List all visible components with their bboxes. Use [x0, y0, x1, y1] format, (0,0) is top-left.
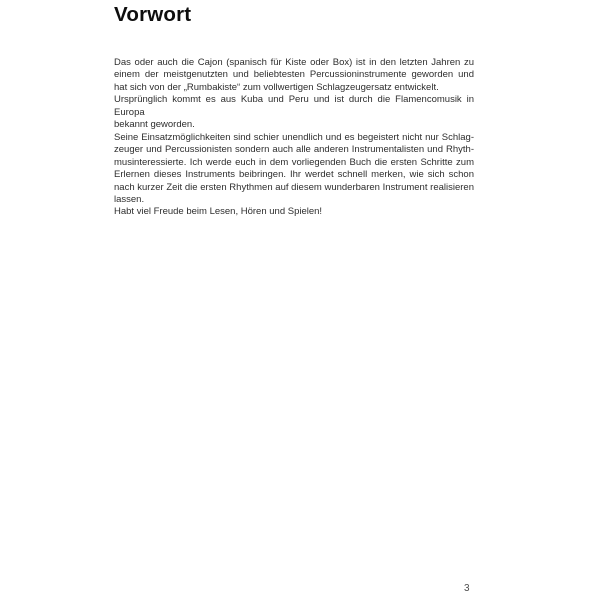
- text-line: Habt viel Freude beim Lesen, Hören und Spielen!: [114, 206, 323, 218]
- text-line: bekannt geworden.: [114, 119, 195, 131]
- text-line: musinteressierte. Ich werde euch in dem vorliegenden Buch die ersten Schritte zum: [114, 156, 474, 168]
- page-title: Vorwort: [114, 3, 192, 26]
- text-line: Ursprünglich kommt es aus Kuba und Peru und ist durch die Flamencomusik in Europa: [114, 94, 474, 118]
- text-line: hat sich von der „Rumbakiste“ zum vollwertigen Schlagzeugersatz entwickelt.: [114, 81, 439, 93]
- text-line: Erlernen dieses Instruments beibringen. Ihr werdet schnell merken, wie sich schon: [114, 169, 474, 181]
- text-line: nach kurzer Zeit die ersten Rhythmen auf diesem wunderbaren Instrument realisieren: [114, 181, 474, 193]
- text-line: einem der meistgenutzten und beliebtesten Percussioninstrumente geworden und: [114, 69, 474, 81]
- page-number: 3: [464, 583, 470, 594]
- text-line: lassen.: [114, 193, 145, 205]
- text-line: Seine Einsatzmöglichkeiten sind schier unendlich und es begeistert nicht nur Schlag-: [114, 131, 474, 143]
- text-line: Das oder auch die Cajon (spanisch für Kiste oder Box) ist in den letzten Jahren zu: [114, 57, 474, 68]
- foreword-text-block: [114, 57, 474, 219]
- text-line: zeuger und Percussionisten sondern auch alle anderen Instrumentalisten und Rhyth-: [114, 144, 474, 156]
